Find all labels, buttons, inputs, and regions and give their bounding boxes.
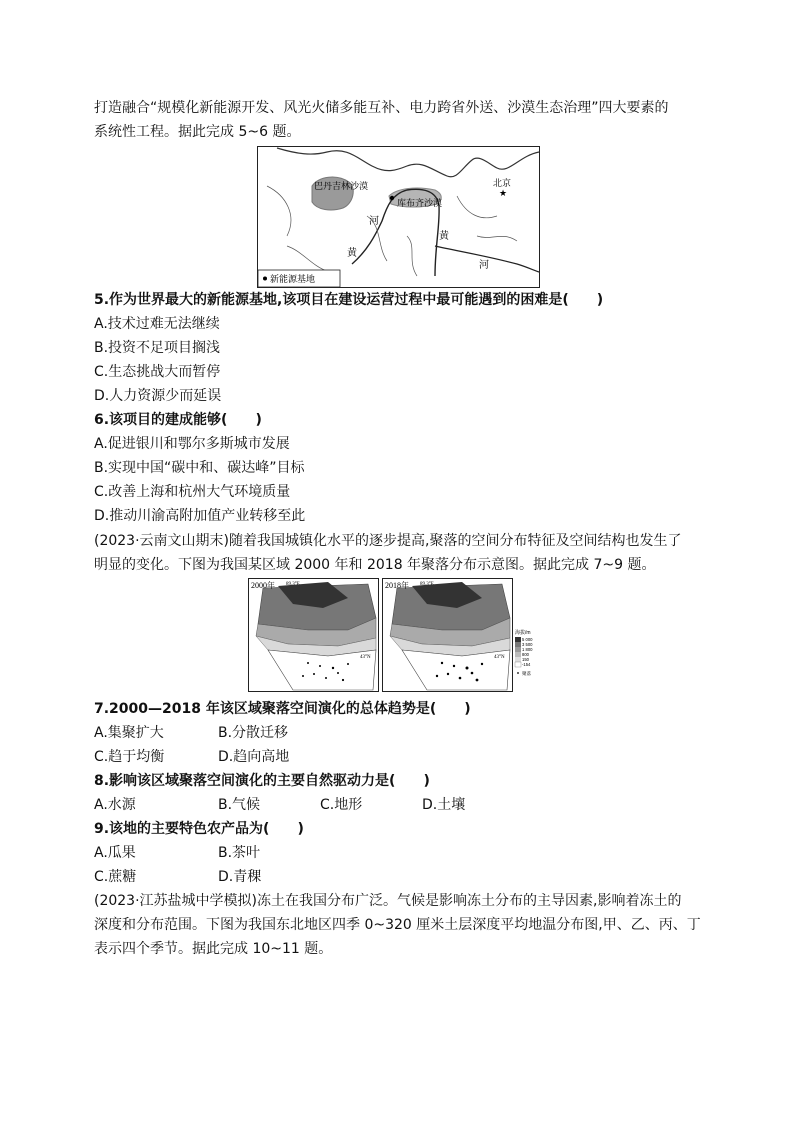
lat-label-right: 43°N [494, 655, 505, 660]
q7-option-c: C.趋于均衡 [94, 749, 165, 765]
q8-option-c: C.地形 [320, 797, 363, 813]
panel-2018-label: 2018年 [385, 581, 409, 590]
label-he-2: 河 [479, 260, 489, 271]
settlement-distribution-map [248, 578, 548, 692]
legend-value: 3 500 [522, 642, 533, 647]
intro-line-1: 打造融合“规模化新能源开发、风光火储多能互补、电力跨省外送、沙漠生态治理”四大要素的 [94, 100, 669, 116]
q9-options-row-2 [94, 867, 261, 887]
new-energy-base-map [257, 146, 540, 288]
legend-title: 海拔/m [515, 630, 531, 636]
label-huang-2: 黄 [439, 231, 449, 242]
legend-dot-icon [263, 277, 267, 281]
intro2-line-1: (2023·云南文山期末)随着我国城镇化水平的逐步提高,聚落的空间分布特征及空间结构也发生了 [94, 533, 682, 549]
q6-option-c: C.改善上海和杭州大气环境质量 [94, 484, 291, 500]
intro3-line-1: (2023·江苏盐城中学模拟)冻土在我国分布广泛。气候是影响冻土分布的主导因素,影响着冻土的 [94, 893, 682, 909]
q5-option-c: C.生态挑战大而暂停 [94, 364, 221, 380]
q5-option-d: D.人力资源少而延误 [94, 388, 222, 404]
intro3-line-3: 表示四个季节。据此完成 10~11 题。 [94, 941, 333, 957]
base-marker-dot [390, 196, 394, 200]
panel-2018 [383, 579, 513, 692]
q6-option-d: D.推动川渝高附加值产业转移至此 [94, 508, 306, 524]
legend-settlement: 聚落 [522, 671, 531, 676]
q6-option-b: B.实现中国“碳中和、碳达峰”目标 [94, 460, 305, 476]
q5-stem: 5.作为世界最大的新能源基地,该项目在建设运营过程中最可能遇到的困难是( ) [94, 292, 604, 308]
q9-option-d: D.青稞 [218, 869, 262, 885]
label-badain: 巴丹吉林沙漠 [314, 181, 369, 191]
q8-option-a: A.水源 [94, 797, 136, 813]
label-he-1: 河 [369, 216, 379, 227]
q8-option-b: B.气候 [218, 797, 261, 813]
legend-value: 800 [522, 652, 529, 657]
q8-stem: 8.影响该区域聚落空间演化的主要自然驱动力是( ) [94, 773, 430, 789]
lat-label-left: 43°N [360, 655, 371, 660]
q7-option-a: A.集聚扩大 [94, 725, 164, 741]
panel-2000 [249, 579, 379, 692]
panel-2000-label: 2000年 [251, 581, 275, 590]
q8-option-d: D.土壤 [422, 797, 466, 813]
q6-stem: 6.该项目的建成能够( ) [94, 412, 262, 428]
elevation-legend [515, 629, 533, 677]
q9-stem: 9.该地的主要特色农产品为( ) [94, 821, 304, 837]
q7-option-b: B.分散迁移 [218, 725, 289, 741]
q9-option-a: A.瓜果 [94, 845, 136, 861]
legend-value: 5 000 [522, 637, 533, 642]
q7-options-row-2 [94, 747, 289, 767]
q6-option-a: A.促进银川和鄂尔多斯城市发展 [94, 436, 290, 452]
legend-label: 新能源基地 [270, 274, 316, 284]
q9-options-row-1 [94, 843, 260, 863]
star-icon: ★ [499, 189, 508, 199]
lon-label-left: 89.3°E [286, 582, 300, 587]
label-kubuqi: 库布齐沙漠 [397, 198, 443, 208]
legend-value: 150 [522, 657, 529, 662]
legend-value: -154 [522, 662, 531, 667]
lon-label-right: 89.3°E [420, 582, 434, 587]
label-huang-1: 黄 [347, 248, 357, 259]
q7-options-row-1 [94, 723, 288, 743]
intro3-line-2: 深度和分布范围。下图为我国东北地区四季 0~320 厘米土层深度平均地温分布图,甲、乙、丙、丁 [94, 917, 701, 933]
q7-stem: 7.2000—2018 年该区域聚落空间演化的总体趋势是( ) [94, 701, 471, 717]
legend-value: 1 800 [522, 647, 533, 652]
q5-option-a: A.技术过难无法继续 [94, 316, 220, 332]
intro2-line-2: 明显的变化。下图为我国某区域 2000 年和 2018 年聚落分布示意图。据此完成 7~9 题。 [94, 557, 656, 573]
q7-option-d: D.趋向高地 [218, 749, 290, 765]
q5-option-b: B.投资不足项目搁浅 [94, 340, 221, 356]
q8-options-row [94, 795, 465, 815]
q9-option-c: C.蔗糖 [94, 869, 137, 885]
label-beijing: 北京 [493, 178, 512, 188]
q9-option-b: B.茶叶 [218, 845, 261, 861]
intro-line-2: 系统性工程。据此完成 5~6 题。 [94, 124, 301, 140]
